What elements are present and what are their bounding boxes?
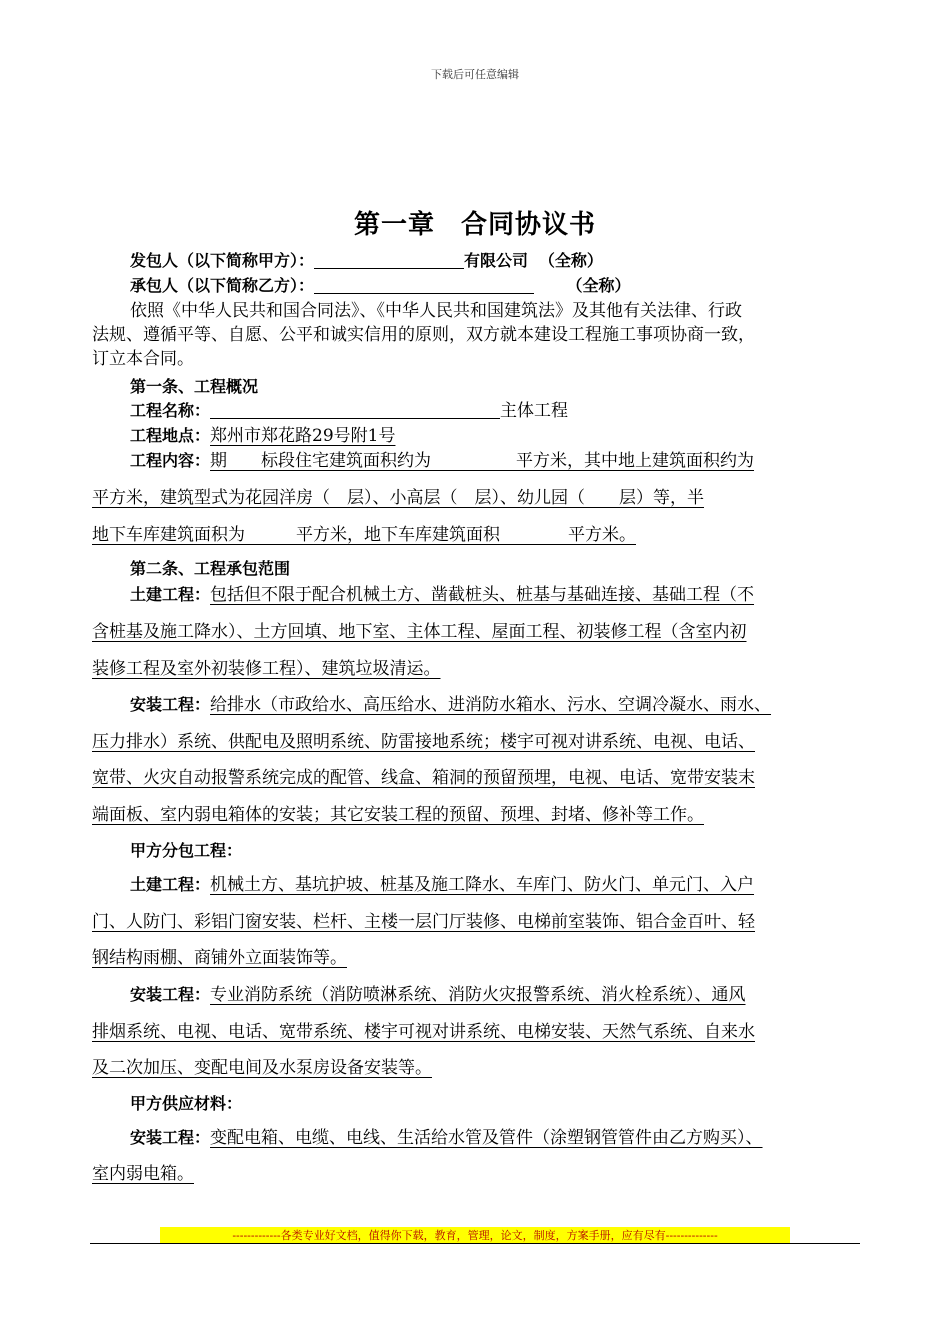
sub-install-text-1: 专业消防系统（消防喷淋系统、消防火灾报警系统、消火栓系统）、通风	[210, 985, 746, 1005]
sub-install-line-2: 排烟系统、电视、电话、宽带系统、楼宇可视对讲系统、电梯安装、天然气系统、自来水	[92, 1022, 755, 1042]
article1-heading: 第一条、工程概况	[130, 377, 259, 396]
install-label: 安装工程：	[130, 695, 211, 714]
project-location-value: 郑州市郑花路29号附1号	[210, 426, 396, 446]
project-location-line	[130, 425, 395, 447]
party-b-line	[130, 275, 630, 297]
intro-line-2: 法规、遵循平等、自愿、公平和诚实信用的原则，双方就本建设工程施工事项协商一致，	[92, 325, 755, 345]
civil-line-1	[130, 584, 754, 606]
civil-text-1: 包括但不限于配合机械土方、凿截桩头、桩基与基础连接、基础工程（不	[210, 585, 755, 605]
supply-heading: 甲方供应材料：	[130, 1094, 243, 1113]
sub-civil-line-2: 门、人防门、彩铝门窗安装、栏杆、主楼一层门厅装修、电梯前室装饰、铝合金百叶、轻	[92, 912, 755, 932]
sub-civil-line-3: 钢结构雨棚、商铺外立面装饰等。	[92, 948, 347, 968]
sub-install-line-3: 及二次加压、变配电间及水泵房设备安装等。	[92, 1058, 432, 1078]
subcontract-heading: 甲方分包工程：	[130, 841, 243, 860]
footer-divider	[90, 1243, 860, 1244]
install-line-2: 压力排水）系统、供配电及照明系统、防雷接地系统；楼宇可视对讲系统、电视、电话、	[92, 732, 755, 752]
party-b-note: （全称）	[566, 276, 631, 295]
sub-civil-line-1	[130, 874, 754, 896]
civil-line-2: 含桩基及施工降水）、土方回填、地下室、主体工程、屋面工程、初装修工程（含室内初	[92, 622, 747, 642]
title-chapter: 第一章	[353, 210, 435, 240]
footer-banner: -------------各类专业好文档，值得你下载，教育，管理，论文，制度，方案手册，应有尽有--------------	[160, 1227, 790, 1243]
project-name-label: 工程名称：	[130, 401, 211, 420]
project-name-value: 主体工程	[500, 401, 569, 421]
supply-install-text-1: 变配电箱、电缆、电线、生活给水管及管件（涂塑钢管管件由乙方购买）、	[210, 1128, 763, 1148]
install-text-1: 给排水（市政给水、高压给水、进消防水箱水、污水、空调冷凝水、雨水、	[210, 695, 772, 715]
project-name-blank	[210, 402, 500, 419]
install-line-4: 端面板、室内弱电箱体的安装；其它安装工程的预留、预埋、封堵、修补等工作。	[92, 805, 704, 825]
intro-line-1: 依照《中华人民共和国合同法》、《中华人民共和国建筑法》及其他有关法律、行政	[130, 301, 742, 321]
project-name-line	[130, 400, 568, 422]
supply-install-line-2: 室内弱电箱。	[92, 1164, 194, 1184]
sub-civil-text-1: 机械土方、基坑护坡、桩基及施工降水、车库门、防火门、单元门、入户	[210, 875, 755, 895]
title-name: 合同协议书	[461, 210, 597, 240]
party-a-line	[130, 250, 603, 272]
project-content-label: 工程内容：	[130, 451, 211, 470]
project-content-line-2: 平方米，建筑型式为花园洋房（ 层）、小高层（ 层）、幼儿园（ 层）等，半	[92, 488, 704, 508]
project-location-label: 工程地点：	[130, 426, 211, 445]
supply-install-line-1	[130, 1127, 763, 1149]
party-a-suffix: 有限公司	[464, 251, 529, 270]
page-title	[0, 204, 950, 241]
article2-heading: 第二条、工程承包范围	[130, 559, 291, 578]
party-b-name-blank	[314, 277, 534, 294]
sub-install-label: 安装工程：	[130, 985, 211, 1004]
install-line-1	[130, 694, 771, 716]
party-b-label: 承包人（以下简称乙方）：	[130, 276, 315, 295]
project-content-line-3: 地下车库建筑面积为 平方米，地下车库建筑面积 平方米。	[92, 525, 636, 545]
civil-line-3: 装修工程及室外初装修工程）、建筑垃圾清运。	[92, 659, 441, 679]
party-a-name-blank	[314, 252, 464, 269]
project-content-text-1: 期 标段住宅建筑面积约为 平方米，其中地上建筑面积约为	[210, 451, 755, 471]
install-line-3: 宽带、火灾自动报警系统完成的配管、线盒、箱洞的预留预埋，电视、电话、宽带安装末	[92, 768, 755, 788]
intro-line-3: 订立本合同。	[92, 349, 194, 369]
civil-label: 土建工程：	[130, 585, 211, 604]
party-a-note: （全称）	[538, 251, 603, 270]
sub-civil-label: 土建工程：	[130, 875, 211, 894]
supply-install-label: 安装工程：	[130, 1128, 211, 1147]
project-content-line-1	[130, 450, 754, 472]
party-a-label: 发包人（以下简称甲方）：	[130, 251, 315, 270]
header-note: 下载后可任意编辑	[431, 68, 519, 81]
sub-install-line-1	[130, 984, 746, 1006]
